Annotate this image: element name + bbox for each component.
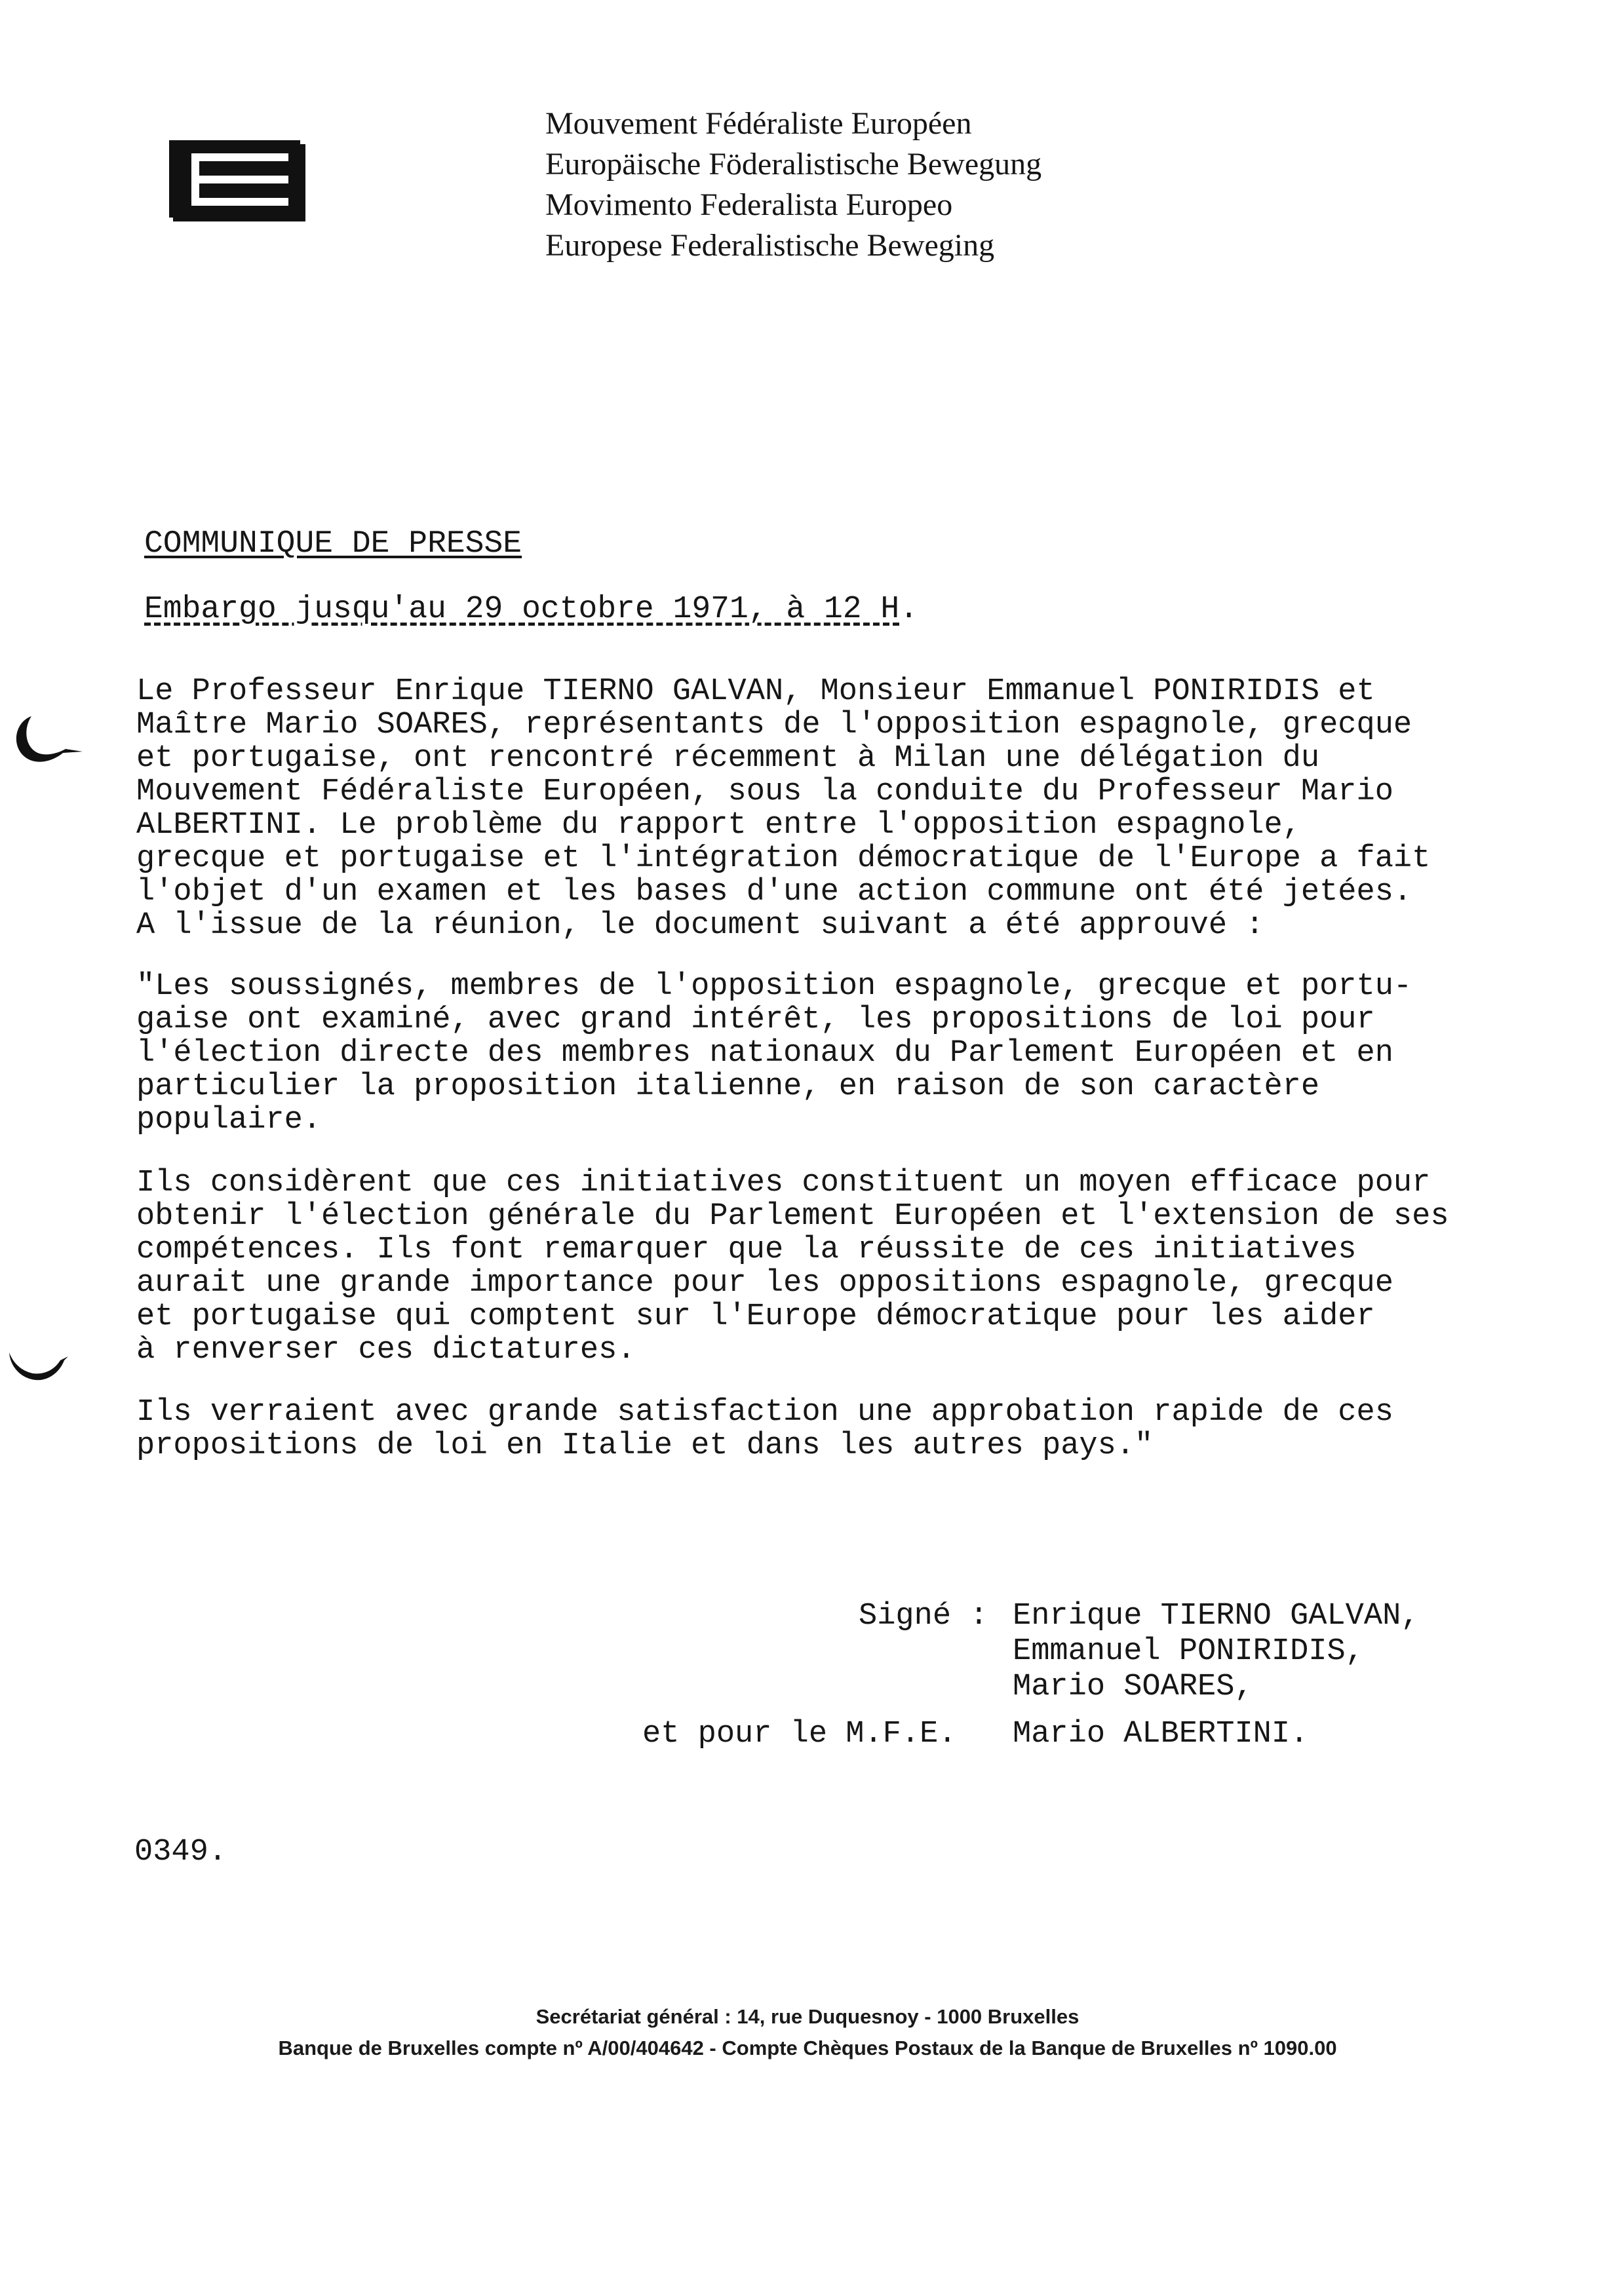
text-line: l'élection directe des membres nationaux du Parlement Européen et en bbox=[136, 1036, 1393, 1071]
paragraph-conclusion bbox=[136, 1396, 1393, 1463]
footer-address-text: Secrétariat général : 14, rue Duquesnoy - 1000 Bruxelles bbox=[535, 2005, 1080, 2028]
text-line: à renverser ces dictatures. bbox=[136, 1333, 636, 1368]
footer-bank-text: Banque de Bruxelles compte nº A/00/404642 - Compte Chèques Postaux de la Banque de Bruxelles nº 1090.00 bbox=[278, 2037, 1337, 2059]
signatory-name: Mario SOARES, bbox=[1013, 1670, 1253, 1704]
signatory-name: Emmanuel PONIRIDIS, bbox=[1013, 1634, 1364, 1669]
punch-hole-mark-icon bbox=[5, 711, 84, 770]
text-line: Ils verraient avec grande satisfaction une approbation rapide de ces bbox=[136, 1395, 1393, 1430]
text-line: propositions de loi en Italie et dans les autres pays." bbox=[136, 1428, 1154, 1463]
mfe-signature-label: et pour le M.F.E. bbox=[642, 1717, 957, 1751]
text-line: gaise ont examiné, avec grand intérêt, les propositions de loi pour bbox=[136, 1003, 1375, 1037]
signatory-names bbox=[1013, 1599, 1420, 1705]
letterhead bbox=[545, 104, 1041, 266]
paragraph-statement bbox=[136, 970, 1412, 1137]
mfe-e-logo-icon bbox=[169, 140, 305, 221]
letterhead-line-fr: Mouvement Fédéraliste Européen bbox=[545, 106, 972, 141]
text-line: ALBERTINI. Le problème du rapport entre l'opposition espagnole, bbox=[136, 808, 1301, 843]
embargo-text: Embargo jusqu'au 29 octobre 1971, à 12 H bbox=[144, 592, 900, 627]
footer-bank bbox=[0, 2037, 1615, 2060]
text-line: A l'issue de la réunion, le document suivant a été approuvé : bbox=[136, 908, 1264, 943]
text-line: l'objet d'un examen et les bases d'une action commune ont été jetées. bbox=[136, 875, 1412, 909]
letterhead-line-de: Europäische Föderalistische Bewegung bbox=[545, 147, 1042, 182]
document-title: COMMUNIQUE DE PRESSE bbox=[144, 526, 522, 562]
text-line: Ils considèrent que ces initiatives constituent un moyen efficace pour bbox=[136, 1166, 1431, 1200]
letterhead-line-it: Movimento Federalista Europeo bbox=[545, 187, 953, 222]
punch-hole-mark-icon bbox=[5, 1343, 71, 1389]
signature-label: Signé : bbox=[859, 1599, 988, 1634]
paragraph-considerations bbox=[136, 1166, 1449, 1367]
text-line: grecque et portugaise et l'intégration démocratique de l'Europe a fait bbox=[136, 841, 1431, 876]
text-line: Maître Mario SOARES, représentants de l'opposition espagnole, grecque bbox=[136, 708, 1412, 742]
text-line: particulier la proposition italienne, en raison de son caractère bbox=[136, 1069, 1320, 1104]
text-line: "Les soussignés, membres de l'opposition espagnole, grecque et portu- bbox=[136, 969, 1412, 1004]
document-reference: 0349. bbox=[134, 1835, 227, 1869]
text-line: compétences. Ils font remarquer que la réussite de ces initiatives bbox=[136, 1233, 1357, 1267]
text-line: Mouvement Fédéraliste Européen, sous la conduite du Professeur Mario bbox=[136, 775, 1393, 809]
signatory-name: Enrique TIERNO GALVAN, bbox=[1013, 1599, 1420, 1634]
text-line: populaire. bbox=[136, 1103, 322, 1138]
text-line: Le Professeur Enrique TIERNO GALVAN, Monsieur Emmanuel PONIRIDIS et bbox=[136, 674, 1375, 709]
footer-address bbox=[0, 2005, 1615, 2029]
text-line: et portugaise qui comptent sur l'Europe démocratique pour les aider bbox=[136, 1299, 1375, 1334]
embargo-line bbox=[144, 590, 918, 629]
text-line: aurait une grande importance pour les oppositions espagnole, grecque bbox=[136, 1266, 1393, 1301]
mfe-signatory-name: Mario ALBERTINI. bbox=[1013, 1717, 1309, 1751]
letterhead-line-nl: Europese Federalistische Beweging bbox=[545, 228, 995, 263]
embargo-period: . bbox=[899, 592, 918, 627]
text-line: et portugaise, ont rencontré récemment à Milan une délégation du bbox=[136, 741, 1320, 776]
text-line: obtenir l'élection générale du Parlement Européen et l'extension de ses bbox=[136, 1199, 1449, 1234]
paragraph-intro bbox=[136, 675, 1430, 942]
